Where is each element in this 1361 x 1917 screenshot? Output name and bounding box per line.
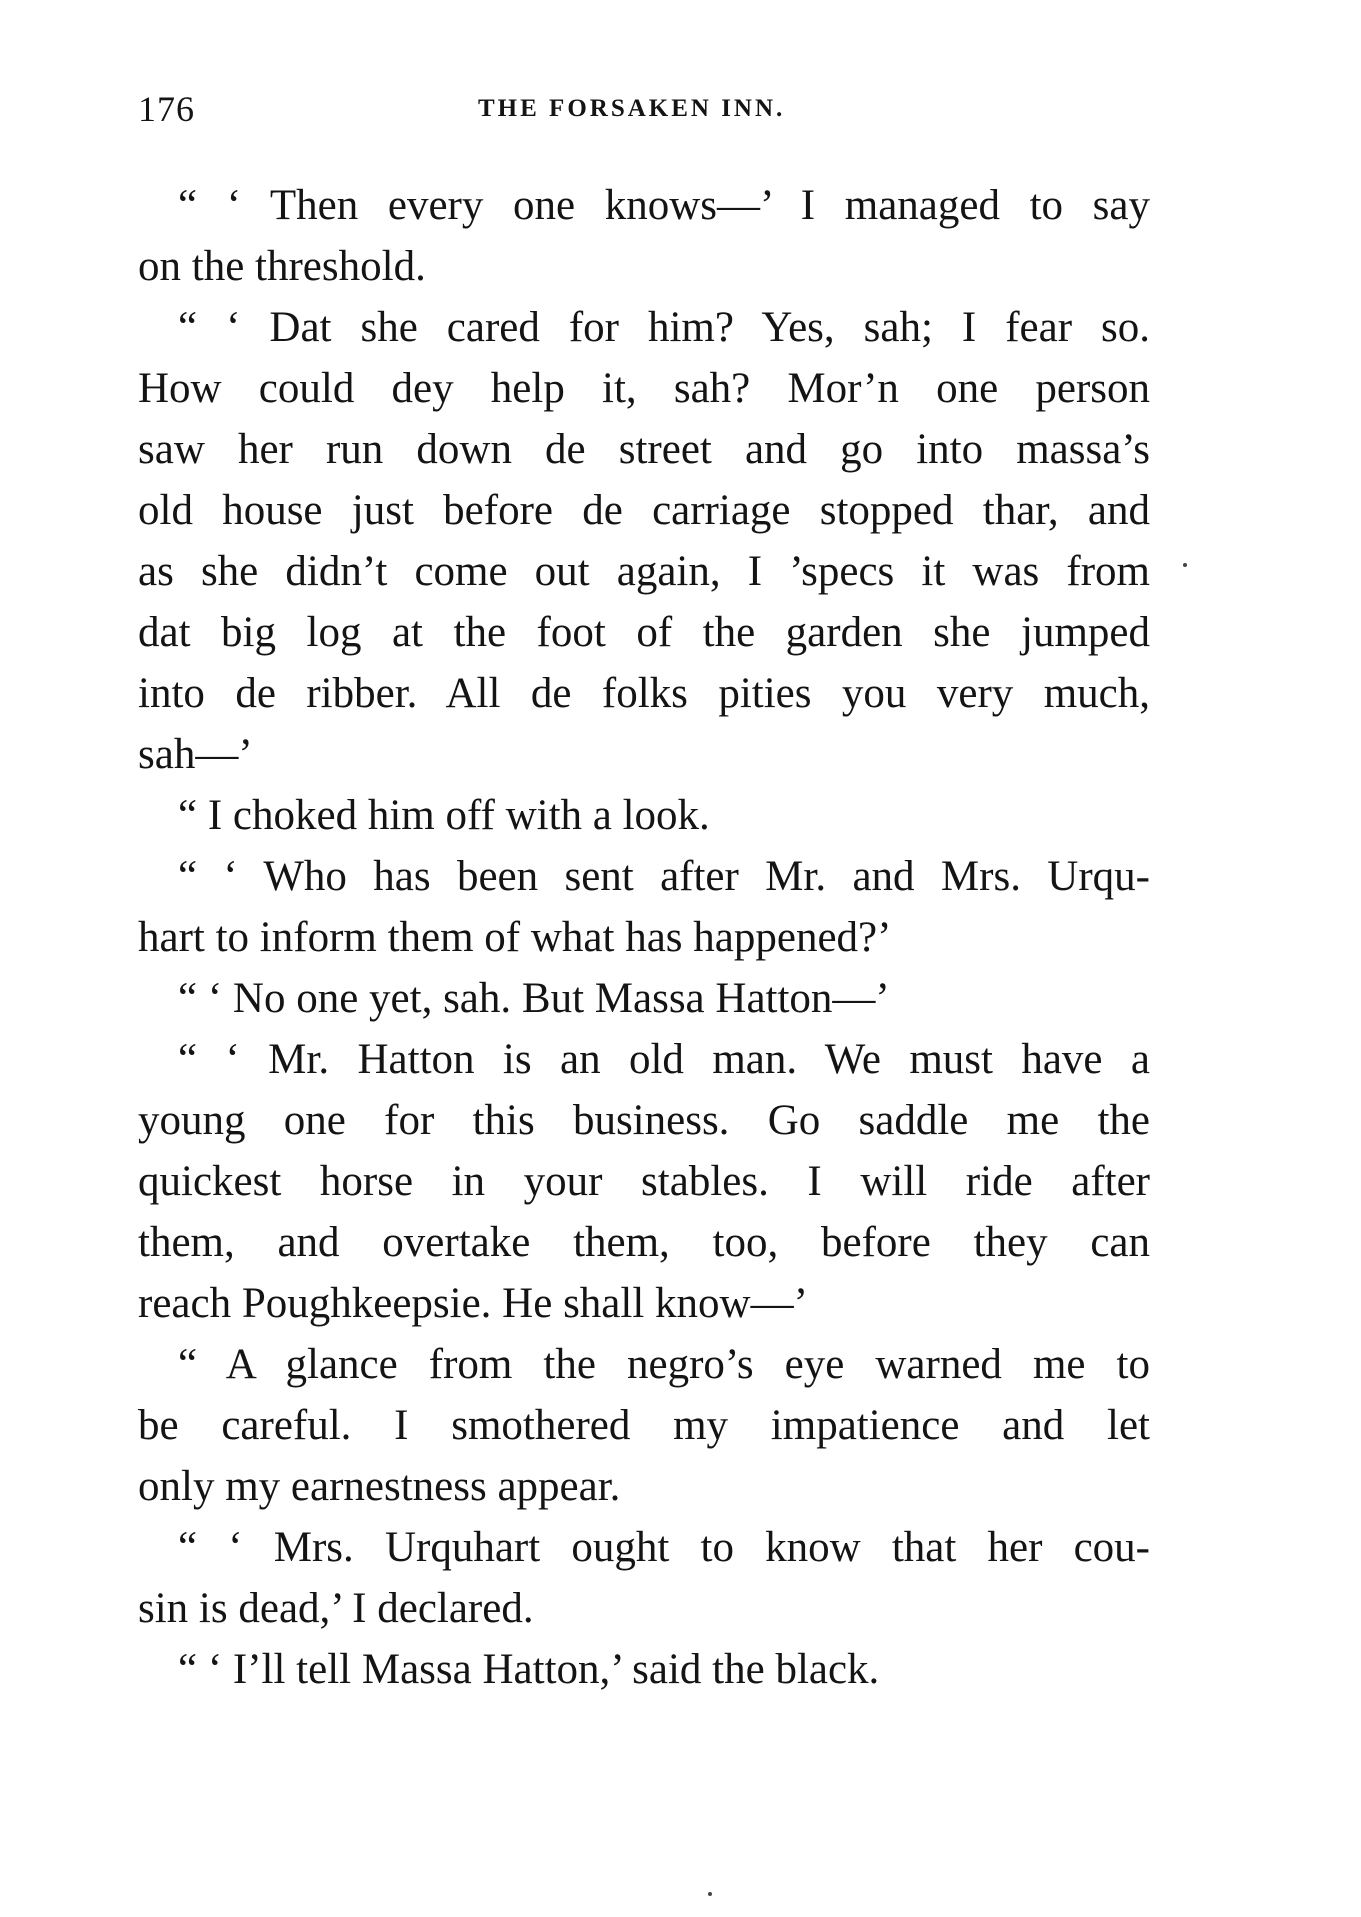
paper-speck [1183,563,1187,567]
text-line: How could dey help it, sah? Mor’n one person [138,365,1150,412]
running-title: THE FORSAKEN INN. [478,95,786,122]
text-line: dat big log at the foot of the garden she jumped [138,609,1150,656]
text-line: sin is dead,’ I declared. [138,1585,534,1632]
page-number: 176 [138,89,195,129]
text-line: into de ribber. All de folks pities you very much, [138,670,1150,717]
text-line: sah—’ [138,731,253,778]
text-line: old house just before de carriage stopped thar, and [138,487,1150,534]
text-line: quickest horse in your stables. I will ride after [138,1158,1150,1205]
text-line: be careful. I smothered my impatience and let [138,1402,1150,1449]
body-text [138,175,1150,1700]
text-line: “ ‘ Dat she cared for him? Yes, sah; I fear so. [178,304,1150,351]
text-line: “ A glance from the negro’s eye warned me to [178,1341,1150,1388]
text-line: “ ‘ No one yet, sah. But Massa Hatton—’ [178,975,890,1022]
text-line: on the threshold. [138,243,426,290]
text-line: “ I choked him off with a look. [178,792,710,839]
paper-speck [708,1892,712,1896]
text-line: “ ‘ Then every one knows—’ I managed to say [178,182,1150,229]
text-line: “ ‘ Who has been sent after Mr. and Mrs. Urqu- [178,853,1150,900]
text-line: them, and overtake them, too, before they can [138,1219,1150,1266]
text-line: saw her run down de street and go into massa’s [138,426,1150,473]
text-line: only my earnestness appear. [138,1463,621,1510]
text-line: “ ‘ I’ll tell Massa Hatton,’ said the black. [178,1646,880,1693]
text-line: young one for this business. Go saddle me the [138,1097,1150,1144]
page-header [138,88,1150,128]
text-line: hart to inform them of what has happened?’ [138,914,892,961]
text-line: as she didn’t come out again, I ’specs it was from [138,548,1150,595]
text-line: reach Poughkeepsie. He shall know—’ [138,1280,808,1327]
text-line: “ ‘ Mrs. Urquhart ought to know that her cou- [178,1524,1150,1571]
text-line: “ ‘ Mr. Hatton is an old man. We must have a [178,1036,1150,1083]
